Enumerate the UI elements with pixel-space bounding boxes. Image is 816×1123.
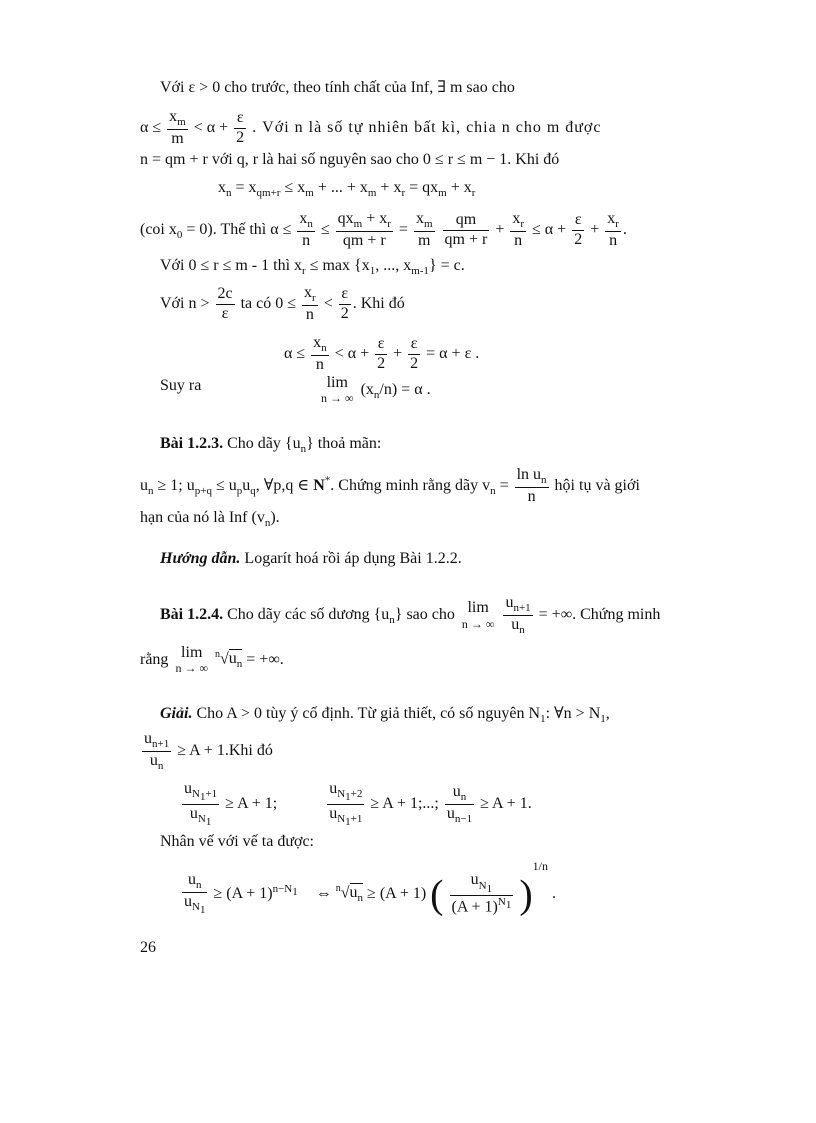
fraction-qxm-xr: $qx_m + x_r$ qm + r (337, 210, 391, 249)
fraction-un-unm1: $\frac{u_n}{u_{n-1}}$ (446, 783, 473, 826)
fraction-xr-n: $\frac{x_r}{n}$ (512, 210, 525, 249)
fraction-eps-2e: $\frac{\varepsilon}{2}$ (410, 335, 419, 372)
formula-ratio-chain: (coi $x_0 = 0$). Thế thì α ≤ $\frac{x_n}{n}$ ≤ $qx_m + x_r$ qm + r = $\frac{x_m}{m}$ $\frac{qm}{qm + r}$ + $\frac{x_r}{n}$ ≤ α + $\frac{\varepsilon}{2}$ + $\frac{x_r}{n}$ . (140, 210, 627, 249)
alpha-le-2: α ≤ (270, 220, 292, 238)
lim-operator-3: lim n → ∞ (175, 644, 208, 676)
fraction-xm-m (167, 108, 188, 148)
text-coi: (coi x (140, 220, 177, 238)
formula-ratio-ge: $\frac{u_{n+1}}{u_n}$ ≥ A + 1.Khi đó (144, 730, 273, 773)
hint-line: Hướng dẫn. Logarít hoá rồi áp dụng Bài 1.2.2. (160, 550, 462, 567)
fraction-un-uN1: $\frac{u_n}{u_{N_1}}$ (184, 871, 206, 917)
num-sub: m (177, 116, 186, 129)
text-with: với q, r là hai số nguyên sao cho (211, 151, 419, 168)
text-thethi: = 0). Thế thì (182, 220, 267, 238)
fraction-xr-n-2: $\frac{x_r}{n}$ (607, 210, 619, 249)
fraction-xr-n-3: $\frac{x_r}{n}$ (304, 284, 316, 323)
exercise-1-2-3-heading: Bài 1.2.3. Cho dãy $\{u_n\}$ thoả mãn: (160, 435, 382, 456)
text-multiply: Nhân vế với vế ta được: (160, 833, 314, 850)
text-division: . Với n là số tự nhiên bất kì, chia n cho m được (252, 118, 602, 136)
text-suyra: Suy ra (160, 377, 202, 394)
formula-xn-n-bound: α ≤ $\frac{x_n}{n}$ < α + $\frac{\varepsilon}{2}$ + $\frac{\varepsilon}{2}$ = α + ε . (284, 334, 480, 373)
sub-0: 0 (176, 228, 183, 241)
exercise-1-2-3-tail: hạn của nó là Inf $(v_n)$. (140, 509, 280, 530)
text-line-intro: Với ε > 0 cho trước, theo tính chất của Inf, ∃ m sao cho (160, 79, 515, 96)
fraction-uN1p2-uN1p1: $\frac{u_{N_1+2}}{u_{N_1+1}}$ (329, 780, 363, 829)
den-two: 2 (236, 128, 245, 146)
alpha-le: α ≤ (140, 118, 162, 136)
text-max-c: Với 0 ≤ r ≤ m - 1 thì $x_r \le \max \{x_1$, ..., $x_{m-1}\} = c$. (160, 257, 465, 278)
fraction-eps-2 (234, 109, 246, 147)
fraction-eps-2c: $\frac{\varepsilon}{2}$ (340, 285, 349, 322)
nth-root-un: $^n√u_n$ (215, 648, 243, 671)
fraction-xn-n-2: $\frac{x_n}{n}$ (313, 334, 327, 373)
formula-n-gt-2c: Với n > $\frac{2c}{\varepsilon}$ ta có 0 ≤ $\frac{x_r}{n}$ < $\frac{\varepsilon}{2}$ . Khi đó (160, 284, 405, 323)
fraction-eps-2b: $\frac{\varepsilon}{2}$ (574, 211, 583, 248)
formula-xn-bound: $x_n = x_{qm+r} \le x_m$ + ... + $x_m + x_r = qx_m + x_r$ (218, 179, 476, 200)
exercise-1-2-4-claim: rằng lim n → ∞ $^n√u_n$ = +∞. (140, 644, 284, 676)
formula-final: $\frac{u_n}{u_{N_1}}$ ≥ $(A + 1)^{n-N_1}$ ⇔ $^n√u_n \ge (A + 1)$ ( $\frac{u_{N_1}}{(A + 1)^{N_1}}$ )$^{1/n}$ . (184, 859, 556, 917)
fraction-uN1p1-uN1: $\frac{u_{N_1+1}}{u_{N_1}}$ (184, 780, 218, 829)
formula-inf-def (140, 108, 602, 148)
r-range: 0 ≤ r ≤ m − 1 (422, 151, 508, 168)
fraction-eps-2d: $\frac{\varepsilon}{2}$ (377, 335, 386, 372)
lim-operator-2: lim n → ∞ (461, 599, 495, 631)
n-eq: n = qm + r (140, 151, 208, 168)
exercise-1-2-3-condition: $u_n \ge 1$; $u_{p+q} \le u_pu_q$, ∀p,q ∈ N*. Chứng minh rằng dãy $v_n$ = $\frac{\ln u_n}{n}$ hội tụ và giới (140, 466, 640, 505)
num-eps: ε (234, 109, 246, 128)
formula-limit-xn: lim n → ∞ $(x_n/n) = \alpha$ . (321, 374, 431, 406)
den-m: m (171, 129, 184, 147)
exercise-1-2-4-heading: Bài 1.2.4. Cho dãy các số dương $\{u_n\}$ sao cho lim n → ∞ $\frac{u_{n+1}}{u_n}$ = +∞. Chứng minh (160, 594, 661, 637)
fraction-un1-un-2: $\frac{u_{n+1}}{u_n}$ (144, 730, 170, 773)
fraction-uN1-A1: $\frac{u_{N_1}}{(A + 1)^{N_1}}$ (451, 871, 512, 916)
lt-alpha-plus: < α + (193, 118, 229, 136)
num-x: x (169, 108, 178, 125)
solution-line: Giải. Cho A > 0 tùy ý cố định. Từ giả thiết, có số nguyên $N_1$: ∀n > $N_1$, (160, 705, 610, 726)
fraction-2c-eps: $\frac{2c}{\varepsilon}$ (217, 285, 233, 322)
text-khido: . Khi đó (507, 151, 560, 168)
fraction-un1-un: $\frac{u_{n+1}}{u_n}$ (505, 594, 531, 637)
formula-chain-inequalities: $\frac{u_{N_1+1}}{u_{N_1}}$ ≥ A + 1; $\frac{u_{N_1+2}}{u_{N_1+1}}$ ≥ A + 1;...; $\frac{u_n}{u_{n-1}}$ ≥ A + 1. (184, 780, 532, 829)
nth-root-un-2: $^n√u_n$ (335, 883, 364, 905)
page-number: 26 (140, 939, 156, 956)
fraction-xm-m-2: $\frac{x_m}{m}$ (415, 210, 433, 249)
fraction-qm: $\frac{qm}{qm + r}$ (444, 211, 488, 248)
lim-operator: lim n → ∞ (321, 374, 354, 406)
fraction-xn-n: $\frac{x_n}{n}$ (299, 210, 313, 249)
fraction-ln-un-n: $\frac{\ln u_n}{n}$ (516, 466, 547, 505)
formula-n-qm-r (140, 152, 559, 168)
